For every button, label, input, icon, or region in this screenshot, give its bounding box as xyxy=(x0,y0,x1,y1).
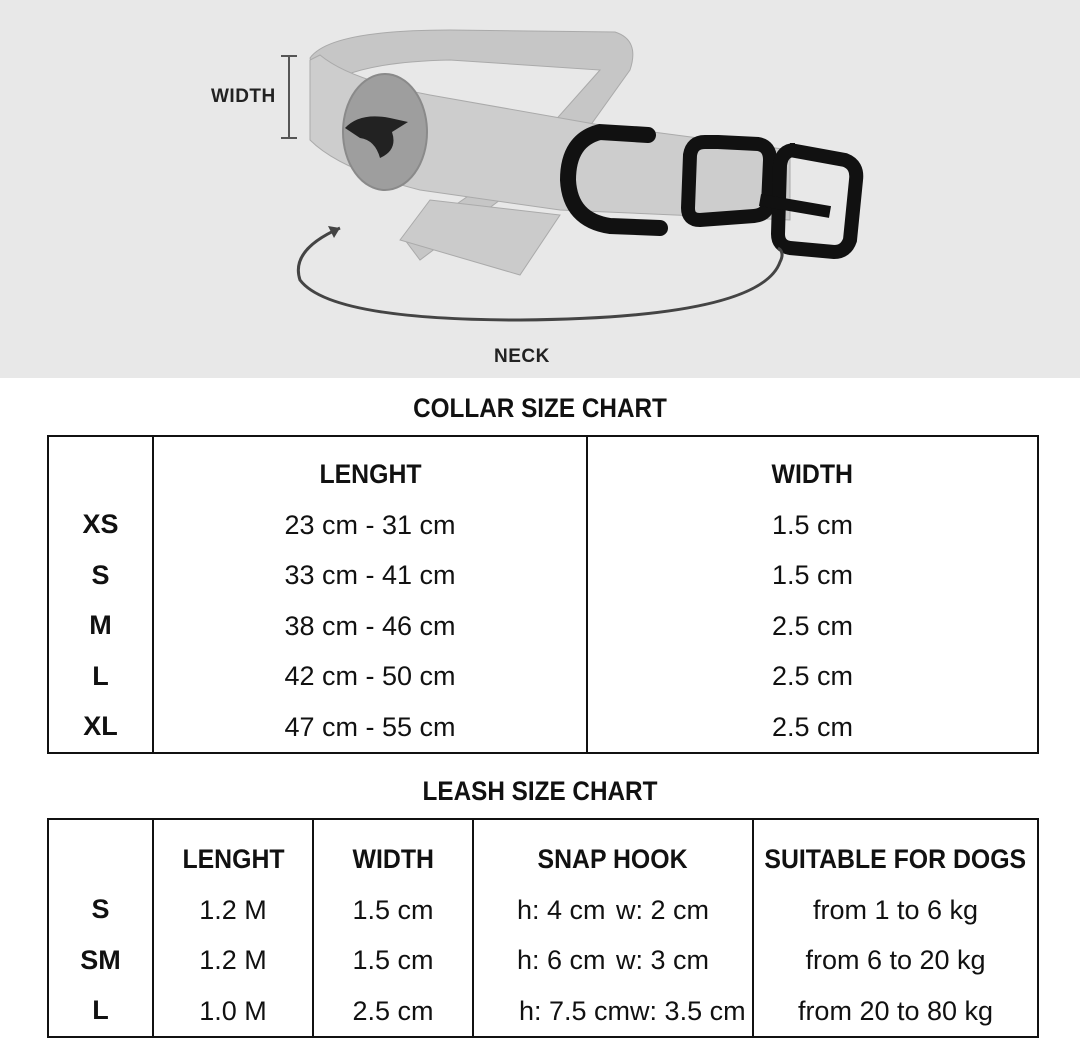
snap-width: w: 3 cm xyxy=(615,945,709,975)
leash-snap-row xyxy=(495,935,731,986)
collar-width-column xyxy=(587,436,1038,753)
leash-dogs: from 6 to 20 kg xyxy=(805,945,986,975)
collar-width: 1.5 cm xyxy=(771,560,854,590)
collar-illustration xyxy=(0,0,1080,378)
leash-snap-header: SNAP HOOK xyxy=(538,844,688,874)
leash-size-table xyxy=(47,818,1039,1038)
collar-length: 33 cm - 41 cm xyxy=(284,560,456,590)
leash-length: 1.0 M xyxy=(199,995,267,1026)
collar-length: 47 cm - 55 cm xyxy=(284,711,456,742)
collar-width-header: WIDTH xyxy=(771,459,854,489)
leash-dogs: from 1 to 6 kg xyxy=(812,894,979,925)
collar-length-column xyxy=(153,436,587,753)
leash-size: S xyxy=(91,894,110,924)
snap-height: h: 6 cm xyxy=(517,945,606,975)
collar-size: XS xyxy=(82,509,119,539)
leash-snap-row xyxy=(495,885,731,936)
collar-width: 2.5 cm xyxy=(771,610,854,641)
leash-dogs: from 20 to 80 kg xyxy=(797,995,994,1026)
leash-width-column xyxy=(313,819,473,1037)
collar-size: L xyxy=(92,660,109,691)
leash-snap-column xyxy=(473,819,753,1037)
collar-size: XL xyxy=(83,711,118,741)
snap-height: h: 7.5 cm xyxy=(519,995,631,1026)
leash-size: L xyxy=(92,995,109,1025)
leash-dogs-column xyxy=(753,819,1038,1037)
collar-width: 2.5 cm xyxy=(771,711,854,742)
leash-length: 1.2 M xyxy=(199,894,267,925)
leash-length: 1.2 M xyxy=(199,945,267,975)
collar-width: 1.5 cm xyxy=(771,509,854,540)
collar-length: 23 cm - 31 cm xyxy=(284,509,456,540)
leash-length-header: LENGHT xyxy=(181,844,285,874)
collar-size: S xyxy=(91,559,110,590)
snap-width: w: 2 cm xyxy=(615,894,709,925)
snap-height: h: 4 cm xyxy=(517,894,606,925)
collar-width: 2.5 cm xyxy=(771,661,854,691)
leash-width: 1.5 cm xyxy=(352,894,434,925)
leash-size: SM xyxy=(80,944,121,975)
neck-label: NECK xyxy=(494,346,550,367)
leash-width-header: WIDTH xyxy=(352,844,434,874)
leash-size-column xyxy=(48,819,153,1037)
leash-length-column xyxy=(153,819,313,1037)
collar-size-table xyxy=(47,435,1039,754)
leash-width: 2.5 cm xyxy=(352,995,434,1026)
collar-length: 38 cm - 46 cm xyxy=(284,610,456,641)
leash-width: 1.5 cm xyxy=(352,945,434,975)
leash-dogs-header: SUITABLE FOR DOGS xyxy=(764,844,1027,874)
collar-size: M xyxy=(89,610,112,640)
snap-width: w: 3.5 cm xyxy=(630,995,746,1026)
leash-snap-row xyxy=(495,986,746,1037)
collar-fold xyxy=(400,200,560,275)
leash-chart-title: LEASH SIZE CHART xyxy=(422,776,658,806)
width-label: WIDTH xyxy=(211,86,276,107)
collar-drawing xyxy=(0,0,1080,378)
collar-length-header: LENGHT xyxy=(318,459,422,489)
collar-length: 42 cm - 50 cm xyxy=(284,661,456,691)
collar-chart-title: COLLAR SIZE CHART xyxy=(413,393,667,423)
collar-size-column xyxy=(48,436,153,753)
